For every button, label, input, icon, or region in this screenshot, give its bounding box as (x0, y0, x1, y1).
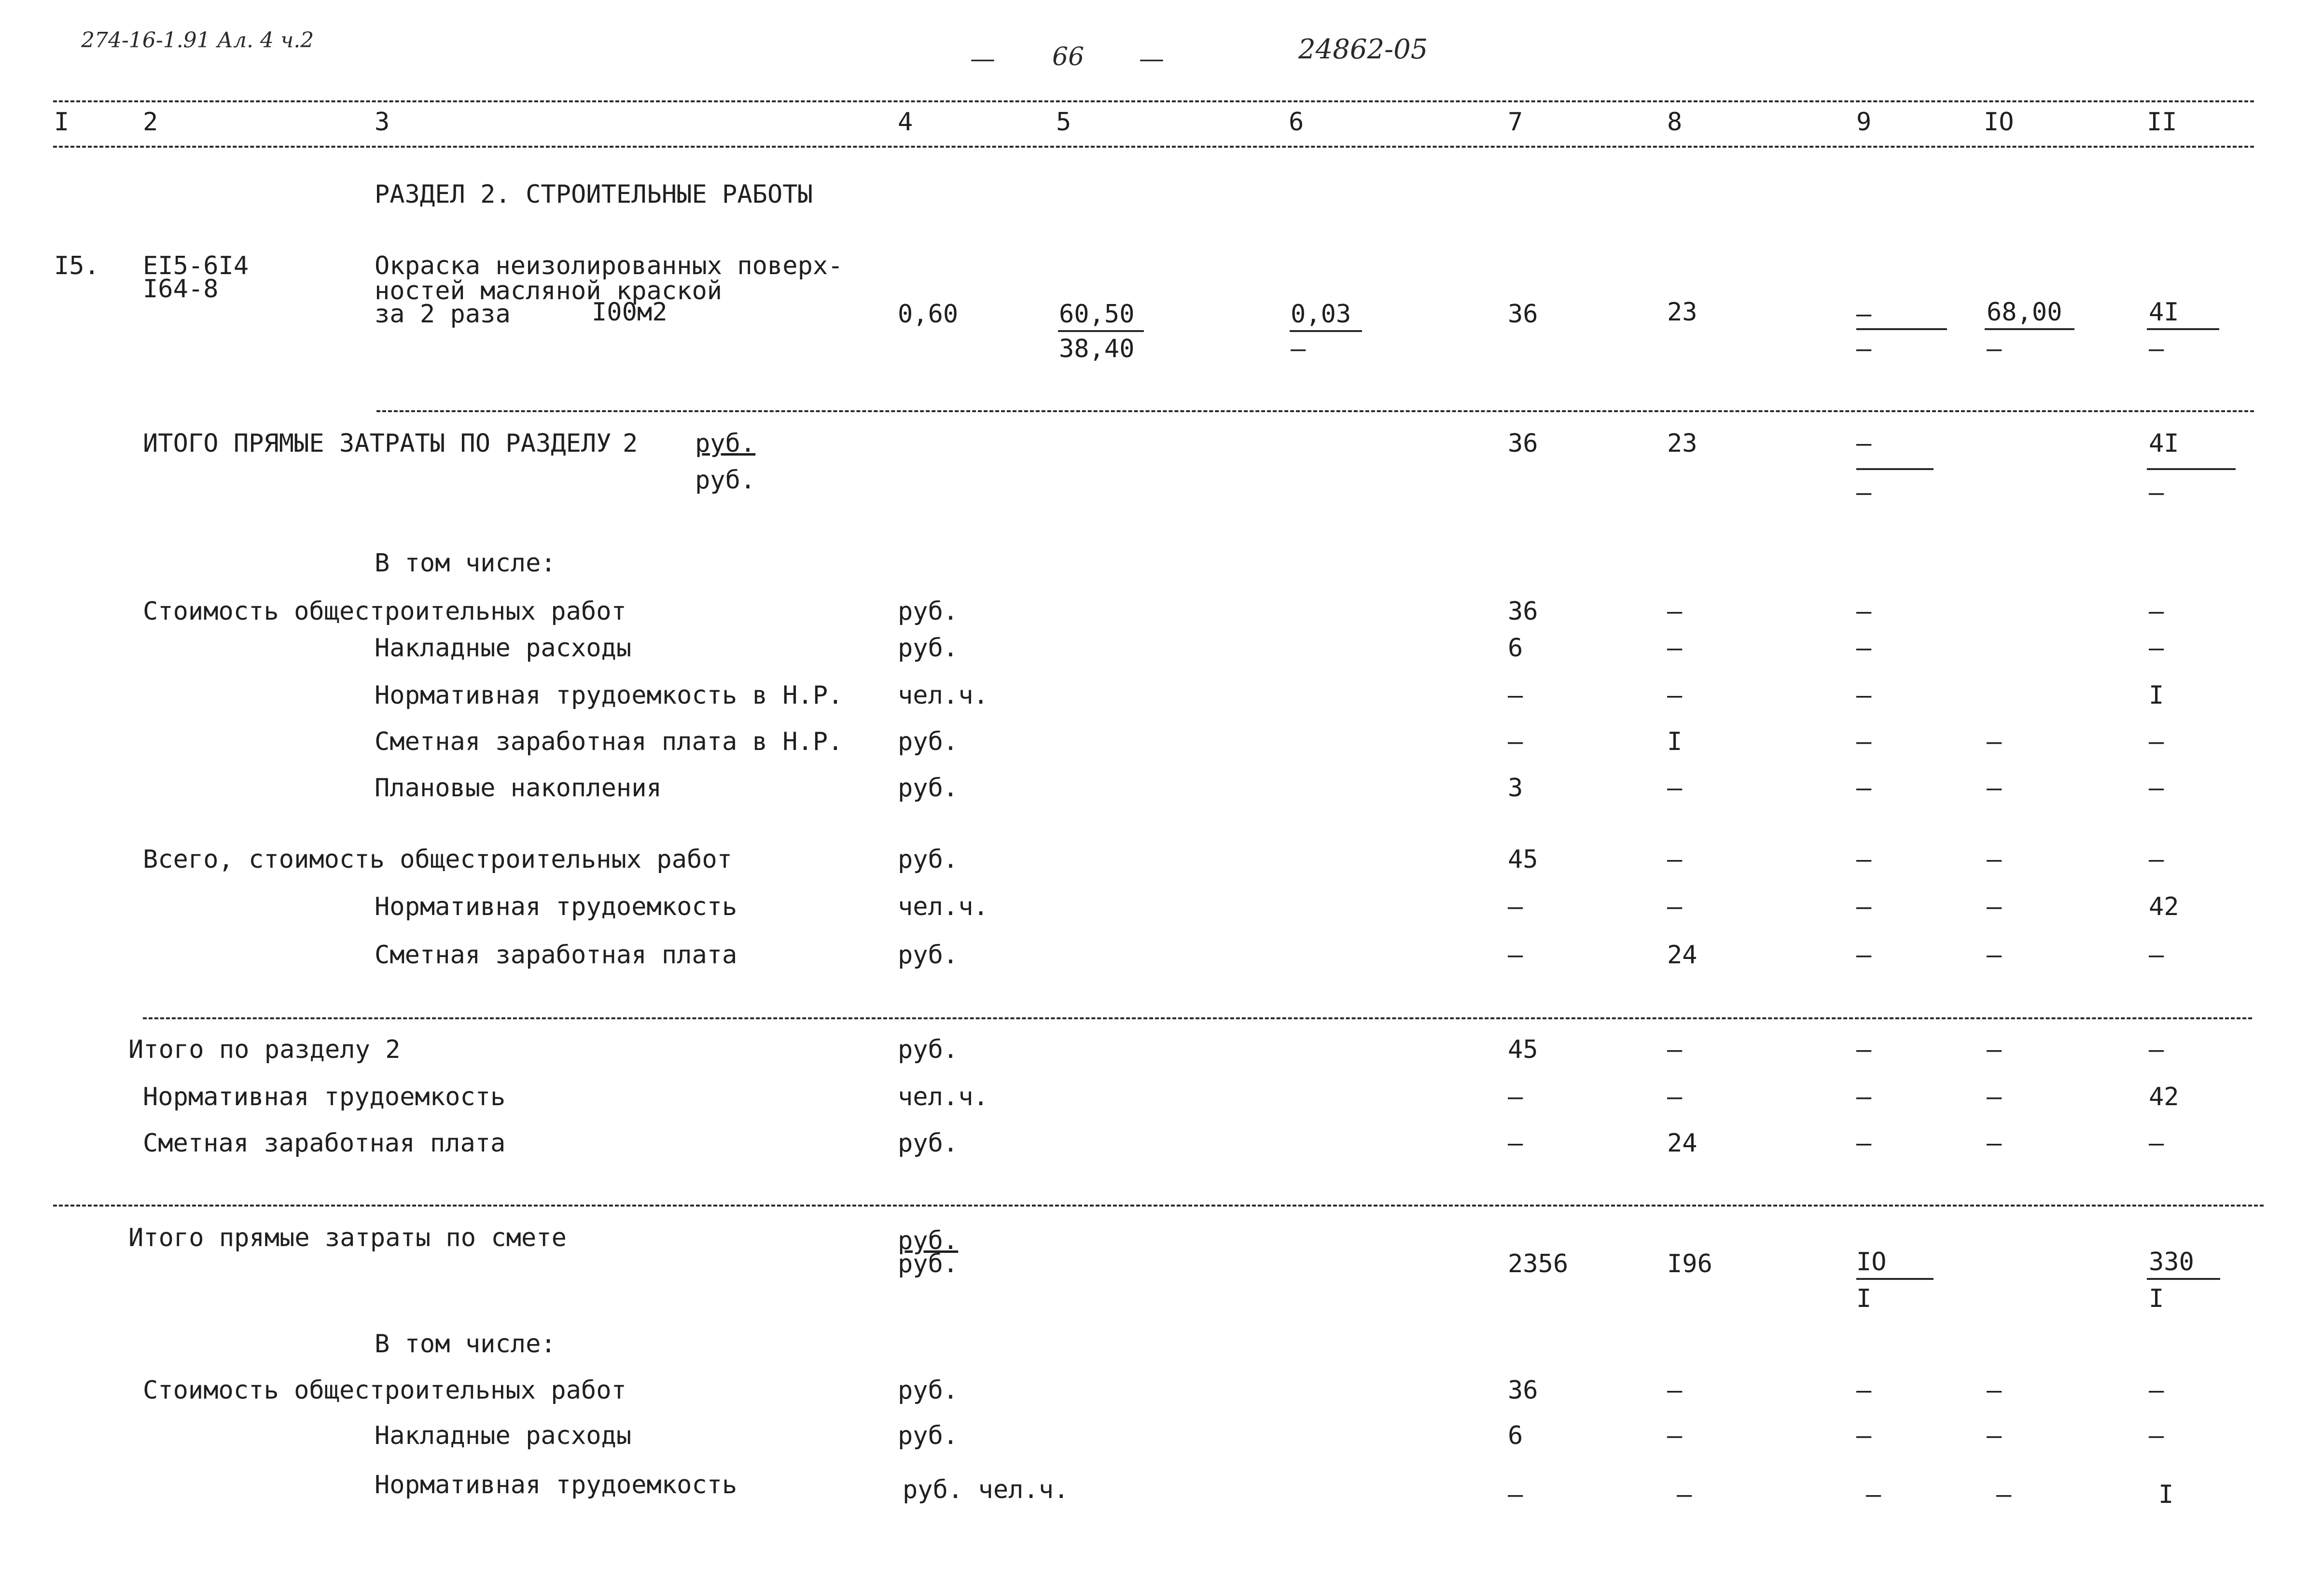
row-c7: – (1508, 892, 1523, 921)
row-c8: – (1667, 597, 1683, 626)
row-c8: – (1667, 892, 1683, 921)
section-title: РАЗДЕЛ 2. СТРОИТЕЛЬНЫЕ РАБОТЫ (375, 180, 813, 209)
machine-cost: – (1856, 300, 1872, 329)
direct-costs-unit-secondary: руб. (695, 466, 756, 495)
column-number: 5 (1056, 108, 1071, 137)
row-label: Стоимость общестроительных работ (143, 597, 626, 626)
estimate-total-labor-secondary: I (2149, 1284, 2164, 1313)
row-c9: – (1856, 845, 1872, 874)
estimate-total-labor: 330 (2149, 1248, 2194, 1277)
row-c9: – (1856, 1083, 1872, 1111)
row-c9: – (1856, 597, 1872, 626)
row-c7: – (1508, 1480, 1523, 1509)
row-c11: – (2149, 845, 2164, 874)
row-c10: – (1987, 941, 2002, 970)
item-code-secondary: I64-8 (143, 275, 219, 304)
row-label: Накладные расходы (375, 1421, 632, 1450)
row-c11: – (2149, 1376, 2164, 1405)
row-c7: – (1508, 681, 1523, 710)
row-c8: – (1667, 845, 1683, 874)
row-c8: 24 (1667, 941, 1697, 970)
row-c8: – (1667, 1421, 1683, 1450)
direct-costs-label: ИТОГО ПРЯМЫЕ ЗАТРАТЫ ПО РАЗДЕЛУ (143, 429, 612, 458)
row-unit: руб. (898, 845, 959, 874)
row-unit: руб. (898, 1376, 959, 1405)
row-c7: 6 (1508, 634, 1523, 663)
row-unit: руб. (898, 597, 959, 626)
column-number: 3 (375, 108, 390, 137)
row-c8: I (1667, 727, 1683, 756)
direct-costs-machine: – (1856, 429, 1872, 458)
row-c11: – (2149, 941, 2164, 970)
row-c10: – (1987, 845, 2002, 874)
row-c10: – (1987, 1083, 2002, 1111)
row-c7: 36 (1508, 1376, 1538, 1405)
header-dash-left: — (970, 44, 995, 73)
total-wages: 23 (1667, 298, 1697, 327)
direct-costs-machine-secondary: – (1856, 478, 1872, 507)
row-c10: – (1987, 1129, 2002, 1158)
labor-rate: 0,03 (1291, 300, 1351, 329)
row-c10: – (1996, 1480, 2012, 1509)
row-label: Плановые накопления (375, 774, 662, 803)
section-rule (53, 1205, 2264, 1207)
row-c11: – (2149, 597, 2164, 626)
total-labor-secondary: – (2149, 334, 2164, 363)
section-rule (143, 1017, 2252, 1019)
including-heading: В том числе: (375, 549, 556, 578)
column-number: 6 (1289, 108, 1304, 137)
total-labor: 4I (2149, 298, 2179, 327)
fraction-underline (2147, 328, 2219, 330)
fraction-underline (1985, 328, 2074, 330)
row-c8: – (1667, 1083, 1683, 1111)
row-c11: I (2149, 681, 2164, 710)
column-number: II (2147, 108, 2177, 137)
row-label: Сметная заработная плата (375, 941, 737, 970)
row-label: Сметная заработная плата в Н.Р. (375, 727, 843, 756)
column-number: 9 (1856, 108, 1872, 137)
row-label: Нормативная трудоемкость (375, 892, 737, 921)
fraction-underline (1856, 328, 1947, 330)
row-c9: – (1856, 681, 1872, 710)
row-c11: – (2149, 727, 2164, 756)
direct-costs-section-number: 2 (623, 429, 638, 458)
including-heading: В том числе: (375, 1330, 556, 1359)
row-c8: – (1667, 1376, 1683, 1405)
row-c11: – (2149, 1421, 2164, 1450)
row-c11: – (2149, 1035, 2164, 1064)
row-unit: чел.ч. (898, 892, 988, 921)
row-c11: – (2149, 774, 2164, 803)
row-unit: чел.ч. (898, 681, 988, 710)
item-quantity: 0,60 (898, 300, 959, 329)
fraction-underline (2147, 468, 2236, 470)
estimate-total-unit-secondary: руб. (898, 1249, 959, 1278)
header-rule-bottom (53, 146, 2254, 148)
fraction-underline (1856, 468, 1933, 470)
row-unit: руб. (898, 1421, 959, 1450)
column-number: 7 (1508, 108, 1523, 137)
direct-costs-labor: 4I (2149, 429, 2179, 458)
row-unit: руб. (898, 1129, 959, 1158)
row-c8: – (1667, 1035, 1683, 1064)
row-c8: 24 (1667, 1129, 1697, 1158)
item-description-line: за 2 раза (375, 300, 511, 329)
estimate-total-cost: 2356 (1508, 1249, 1569, 1278)
row-unit: руб. (898, 941, 959, 970)
direct-costs-total: 36 (1508, 429, 1538, 458)
row-unit: руб. (898, 774, 959, 803)
item-code: EI5-6I4 (143, 251, 249, 280)
column-number: 4 (898, 108, 913, 137)
column-number: 2 (143, 108, 158, 137)
row-c7: – (1508, 727, 1523, 756)
direct-costs-wages: 23 (1667, 429, 1697, 458)
estimate-total-machine: IO (1856, 1248, 1887, 1277)
row-c11: – (2149, 1129, 2164, 1158)
row-label: Нормативная трудоемкость в Н.Р. (375, 681, 843, 710)
fraction-underline (2147, 1278, 2220, 1280)
row-c10: – (1987, 774, 2002, 803)
row-c10: – (1987, 892, 2002, 921)
row-label: Нормативная трудоемкость (375, 1471, 737, 1499)
row-c10: – (1987, 727, 2002, 756)
left-margin-note: 274-16-1.91 Ал. 4 ч.2 (81, 28, 314, 53)
row-c8: – (1667, 774, 1683, 803)
total-cost: 36 (1508, 300, 1538, 329)
item-unit: I00м2 (592, 298, 668, 327)
unit-price-wages: 38,40 (1059, 334, 1135, 363)
fraction-underline (1058, 330, 1144, 332)
column-number: I (54, 108, 70, 137)
row-c11: 42 (2149, 892, 2179, 921)
page-number: 66 (1052, 42, 1085, 71)
direct-costs-unit: руб. (695, 429, 756, 458)
row-c9: – (1866, 1480, 1881, 1509)
header-dash-right: — (1139, 44, 1164, 73)
row-c7: 45 (1508, 1035, 1538, 1064)
row-c7: – (1508, 1083, 1523, 1111)
row-c8: – (1667, 681, 1683, 710)
row-c9: – (1856, 1376, 1872, 1405)
labor-rate-secondary: – (1291, 334, 1306, 363)
estimate-total-machine-secondary: I (1856, 1284, 1872, 1313)
row-c9: – (1856, 1421, 1872, 1450)
row-label: Итого по разделу 2 (128, 1035, 401, 1064)
item-description-line: ностей масляной краской (375, 277, 723, 305)
section-rule (376, 410, 2254, 412)
row-c7: 3 (1508, 774, 1523, 803)
row-c7: – (1508, 941, 1523, 970)
row-c8: – (1677, 1480, 1692, 1509)
row-unit: руб. (898, 1035, 959, 1064)
machine-cost-secondary: – (1856, 334, 1872, 363)
header-rule-top (53, 100, 2254, 102)
row-unit: руб. (898, 727, 959, 756)
row-label: Накладные расходы (375, 634, 632, 663)
row-unit: чел.ч. (898, 1083, 988, 1111)
document-code: 24862-05 (1298, 34, 1428, 65)
item-number: I5. (54, 251, 99, 280)
row-label: Стоимость общестроительных работ (143, 1376, 626, 1405)
row-c10: – (1987, 1376, 2002, 1405)
column-number: 8 (1667, 108, 1683, 137)
row-unit: руб. (898, 634, 959, 663)
row-label: Всего, стоимость общестроительных работ (143, 845, 732, 874)
estimate-total-wages: I96 (1667, 1249, 1712, 1278)
labor-hours: 68,00 (1987, 298, 2062, 327)
row-c11: I (2158, 1480, 2174, 1509)
row-c7: – (1508, 1129, 1523, 1158)
item-description-line: Окраска неизолированных поверх- (375, 251, 843, 280)
labor-hours-secondary: – (1987, 334, 2002, 363)
direct-costs-labor-secondary: – (2149, 478, 2164, 507)
row-c9: – (1856, 1035, 1872, 1064)
row-c9: – (1856, 634, 1872, 663)
row-c7: 36 (1508, 597, 1538, 626)
estimate-total-unit: руб. (898, 1226, 959, 1255)
unit-price: 60,50 (1059, 300, 1135, 329)
row-unit: руб. чел.ч. (903, 1475, 1069, 1504)
row-c7: 45 (1508, 845, 1538, 874)
row-c9: – (1856, 941, 1872, 970)
row-c9: – (1856, 892, 1872, 921)
row-c9: – (1856, 1129, 1872, 1158)
row-c7: 6 (1508, 1421, 1523, 1450)
row-label: Сметная заработная плата (143, 1129, 506, 1158)
fraction-underline (1290, 330, 1362, 332)
row-c11: – (2149, 634, 2164, 663)
estimate-total-label: Итого прямые затраты по смете (128, 1223, 567, 1252)
row-c9: – (1856, 774, 1872, 803)
row-c11: 42 (2149, 1083, 2179, 1111)
fraction-underline (1856, 1278, 1933, 1280)
column-number: IO (1984, 108, 2014, 137)
row-c10: – (1987, 1035, 2002, 1064)
row-c9: – (1856, 727, 1872, 756)
row-c10: – (1987, 1421, 2002, 1450)
row-c8: – (1667, 634, 1683, 663)
row-label: Нормативная трудоемкость (143, 1083, 506, 1111)
